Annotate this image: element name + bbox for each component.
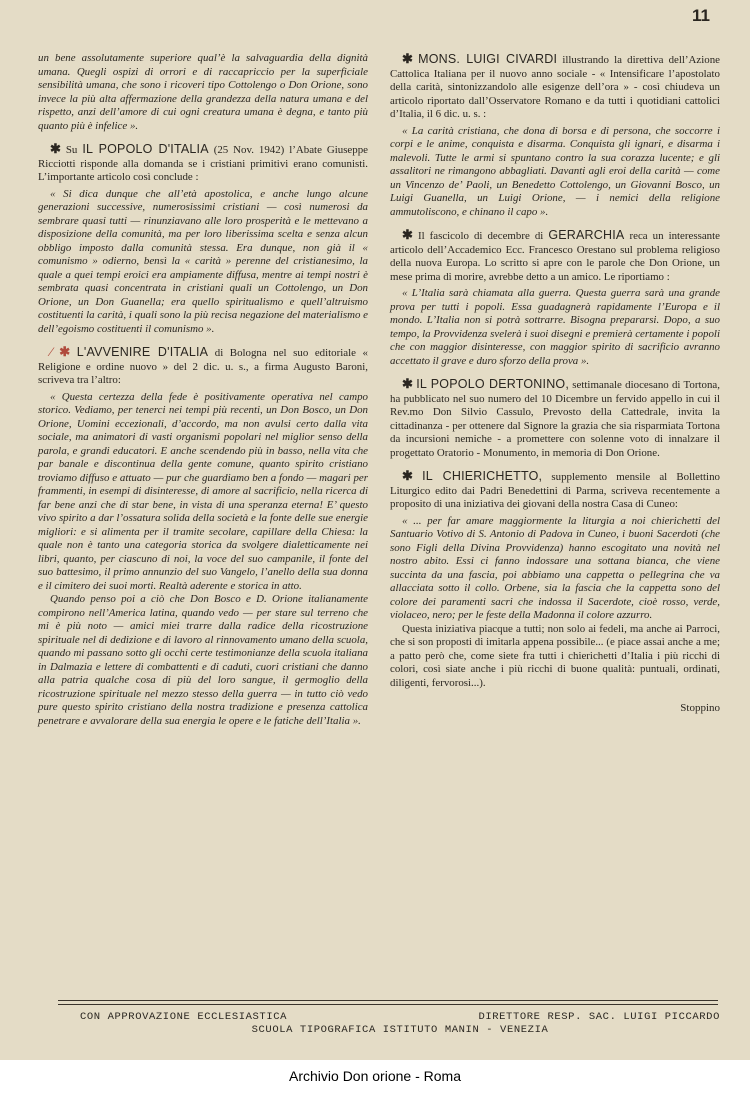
footer-divider — [58, 1004, 718, 1005]
gerarchia-entry — [390, 228, 720, 284]
chierichetto-text: supplemento mensile al Bollettino Liturgico edito dai Padri Benedettini di Parma, scriveva recentemente a proposito di una iniziativa dei giovani della nostra Casa di Cuneo: — [390, 471, 720, 510]
footer-divider — [58, 1000, 718, 1001]
star-icon: ✱ — [402, 51, 413, 66]
popolo-italia-date: (25 Nov. 1942) — [213, 144, 285, 156]
chierichetto-quote-2: Questa iniziativa piacque a tutti; non solo ai fedeli, ma anche ai Parroci, che si son proposti di imitarla appena possibile... (e piace assai anche a me; a patto però che, come siete fra tutti i chierichetti d’Italia i più ricchi di colori, così siate anche i più ricchi di buone qualità: puntuali, ordinati, diligenti, fervorosi...). — [390, 622, 720, 689]
chierichetto-entry — [390, 469, 720, 512]
star-icon: ✱ — [50, 141, 61, 156]
director-text: DIRETTORE RESP. SAC. LUIGI PICCARDO — [478, 1011, 720, 1023]
star-icon: ✱ — [402, 227, 413, 242]
avvenire-text: di Bologna nel suo editoriale « Religione e ordine nuovo » del 2 dic. u. s., a firma Augusto Baroni, scriveva tra l’altro: — [38, 347, 368, 386]
dertonino-text: settimanale diocesano di Tortona, ha pubblicato nel suo numero del 10 Dicembre un fervido appello in cui il Rev.mo Don Silvio Cassulo, Prevosto della Cattedrale, invita la cittadinanza - per ottenere dal Signore la grazia che sia risparmiata Tortona da incursioni nemiche - a promettere con solenne voto di innalzare il progettato Oratorio - Monumento, in memoria di Don Orione. — [390, 379, 720, 459]
gerarchia-title: GERARCHIA — [548, 228, 625, 242]
archive-caption: Archivio Don orione - Roma — [0, 1060, 750, 1093]
signature: Stoppino — [680, 702, 720, 714]
star-icon: ⁄ ✱ — [50, 344, 71, 359]
avvenire-quote-1: « Questa certezza della fede è positivamente operativa nel campo storico. Vediamo, per tenerci nei tempi più recenti, un Don Bosco, un Don Orione, Uomini eccezionali, d’accordo, ma non avulsi certo dalla vita sociale, ma animatori di vasti organismi popolari nel miglior senso della parola, e grandi educatori. E anche scendendo più in basso, nella vita che par banale e discontinua della gente comune, quanto spirito cristiano troviamo diffuso e attuato — pur che guardiamo ben a fondo — magari per frammenti, in esempi di disinteresse, di amore al sacrificio, nella ricerca di far bene anzi che di star bene, in vista di una speranza eterna! E’ questo vivo spirito a dar l’ossatura solida della società e la fonte delle sue energie migliori: e si alimenta per il tramite secolare, capillare della Chiesa: la quale non è tanto una categoria storica da svolgere dialetticamente nei libri, quanto, per ciascuno di noi, la voce del suo campanile, il fonte del suo battesimo, il primo annunzio del suo Vangelo, l’anello della sua donna e il cimitero dei suoi morti. Realtà aderente e storica in atto. — [38, 390, 368, 592]
approval-text: CON APPROVAZIONE ECCLESIASTICA — [80, 1011, 288, 1023]
civardi-entry — [390, 52, 720, 122]
dertonino-title: IL POPOLO DERTONINO, — [416, 377, 570, 391]
popolo-italia-text: l’Abate Giuseppe Ricciotti risponde alla domanda se i cristiani primitivi erano comunisti. L’importante articolo così conclude : — [38, 144, 368, 183]
popolo-italia-entry — [38, 142, 368, 185]
avvenire-quote-2: Quando penso poi a ciò che Don Bosco e D. Orione italianamente compirono nell’America latina, quando vedo — per stare sul terreno che mi è più noto — amici miei trarre dalla radice della ricostruzione spirituale nel di dedizione e di lavoro al rinnovamento umano della scuola, quando mi passano sotto gli occhi certe testimonianze della scuola italiana in Dalmazia e lettere di combattenti e di caduti, cuori cristiani che danno alla patria qualche cosa di più del loro sangue, il germoglio della ricostruzione spirituale nel mezzo stesso della guerra — in tutto ciò vedo pure questo spirito cristiano della nostra tradizione e presenza cattolica penetrare e avvalorare della sua energia le opere e le fatiche dell’Italia ». — [38, 593, 368, 727]
popolo-italia-lead: Su — [65, 144, 78, 156]
civardi-text: illustrando la direttiva dell’Azione Cattolica Italiana per il nuovo anno sociale - « Intensificare l’apostolato della carità, sintonizzandolo alle esigenze dell’ora » - così chiudeva un articolo riportato dall’Osservatore Romano e da tutti i quotidiani cattolici d’Italia, il 6 dic. u. s. : — [390, 54, 720, 120]
popolo-italia-quote: « Si dica dunque che all’età apostolica, e anche lungo alcune generazioni successive, numerosissimi cristiani — così numerosi da sembrare quasi tutti — rinunziavano alle loro prosperità e le mettevano a disposizione della comunità, ma per loro liberissima scelta e senza alcun obbligo imposto dalla comunità stessa. Era dunque, non già il « comunismo » odierno, bensì la « carità » perenne del cristianesimo, la quale a quei tempi eroici era ampiamente diffusa, mentre ai tempi nostri è sembrata quasi concentrata in cristiani quali un Cottolengo, un Don Orione, un Don Guanella; era quello spiritualismo e quell’altruismo costituenti la carità, i quali sono la più recisa negazione del materialismo e dell’egoismo costituenti il comunismo ». — [38, 187, 368, 335]
civardi-title: MONS. LUIGI CIVARDI — [418, 52, 558, 66]
page-number: 11 — [692, 6, 710, 25]
gerarchia-text: reca un interessante articolo dell’Accademico Ecc. Francesco Orestano sul problema religioso della nuova Europa. Lo scritto si apre con le parole che Don Orione, un mese prima di morire, avrebbe detto a un amico. Le riportiamo : — [390, 230, 720, 283]
gerarchia-quote: « L’Italia sarà chiamata alla guerra. Questa guerra sarà una grande prova per tutti i popoli. Essa guadagnerà rapidamente l’Europa e il mondo. L’Italia non si potrà sottrarre. Bisogna prepararsi. Dopo, a suo tempo, la Provvidenza svelerà i suoi disegni e premierà certamente i popoli che con maggior disinteresse, con maggior spirito di sacrificio avranno accettato il grave e duro sforzo della prova ». — [390, 287, 720, 367]
gerarchia-lead: Il fascicolo di decembre di — [417, 230, 544, 242]
dertonino-entry — [390, 377, 720, 460]
avvenire-title: L'AVVENIRE D'ITALIA — [76, 345, 209, 359]
intro-paragraph: un bene assolutamente superiore qual’è la salvaguardia della dignità umana. Quegli ospizi di orrori e di raccapriccio per la superficiale sensibilità umana, che sono i ricoveri tipo Cottolengo o Don Orione, sono invece la più alta affermazione della grandezza della natura umana e del rispetto, anzi dell’amore di cui ogni creatura umana è degna, e tanto più quanto più è infelice ». — [38, 52, 368, 132]
avvenire-entry — [38, 345, 368, 388]
left-column — [38, 52, 368, 728]
chierichetto-title: IL CHIERICHETTO, — [422, 469, 543, 483]
star-icon: ✱ — [402, 376, 413, 391]
popolo-italia-title: IL POPOLO D'ITALIA — [82, 142, 209, 156]
printer-text: SCUOLA TIPOGRAFICA ISTITUTO MANIN - VENEZIA — [251, 1024, 549, 1036]
star-icon: ✱ — [402, 468, 413, 483]
civardi-quote: « La carità cristiana, che dona di borsa e di persona, che soccorre i corpi e le anime, conquista e disarma. Conquista gli ignari, e disarma i malevoli. Tutte le armi si spuntano contro la sua corazza lucente; e gli assalitori ne rimangono abbagliati. Davanti agli eroi della carità — come un Vincenzo de’ Paoli, un Benedetto Cottolengo, un Giovanni Bosco, un Luigi Guanella, un Luigi Orione, — i nemici della religione ammutoliscono, e chinano il capo ». — [390, 124, 720, 218]
right-column — [390, 52, 720, 716]
chierichetto-quote-1: « ... per far amare maggiormente la liturgia a noi chierichetti del Santuario Votivo di S. Antonio di Padova in Cuneo, i buoni Sacerdoti (che sono Figli della Divina Provvidenza) hanno escogitato una novità nel nostro abito. Essi ci fanno indossare una sottana bianca, che viene succinta da una fascia, poi abbiamo una cappetta o pellegrina che va allacciata sotto il collo. Orbene, sia la fascia che la cappetta sono del colore dei paramenti sacri che indossa il Sacerdote, cioè rosso, verde, violaceo, nero; per le feste della Madonna il colore azzurro. — [390, 514, 720, 621]
